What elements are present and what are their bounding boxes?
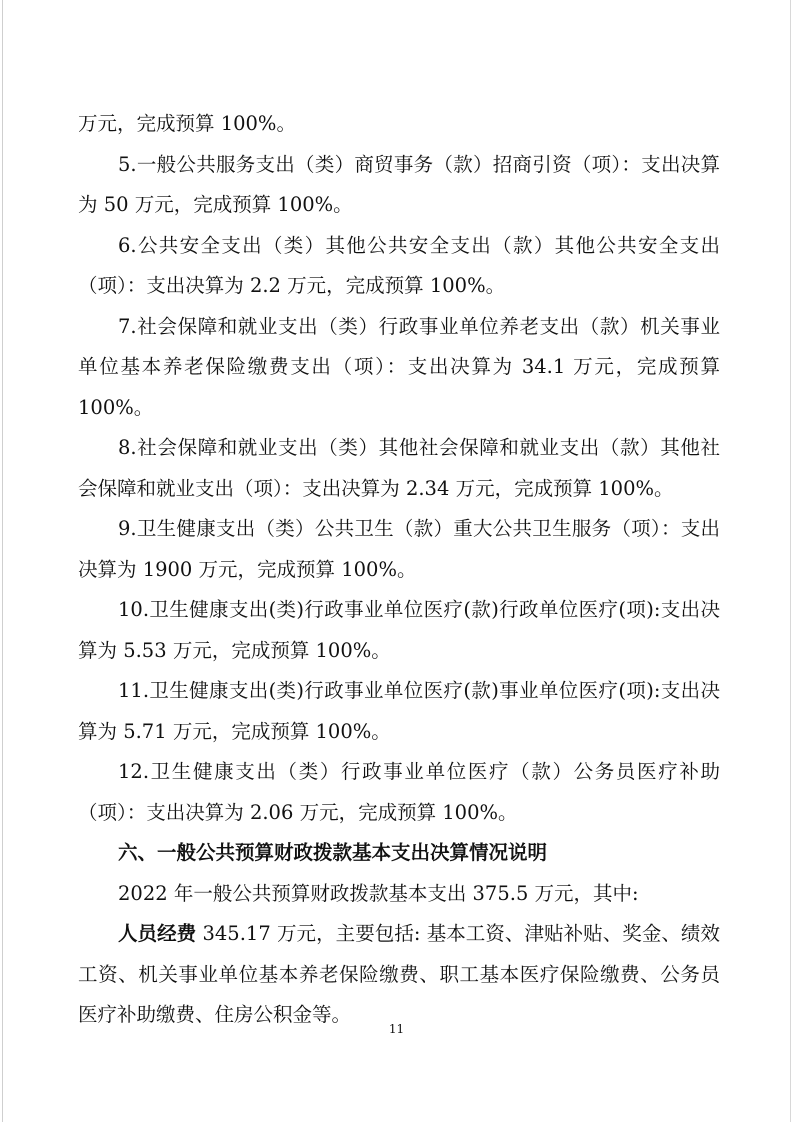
section-heading: 六、一般公共预算财政拨款基本支出决算情况说明: [118, 841, 548, 864]
page-border-right: [790, 0, 791, 1122]
summary-paragraph: 2022 年一般公共预算财政拨款基本支出 375.5 万元，其中:: [118, 881, 639, 905]
paragraph-item-6: 6.公共安全支出（类）其他公共安全支出（款）其他公共安全支出（项）：支出决算为 2.2 万元，完成预算 100%。: [78, 233, 720, 297]
personnel-text: 345.17 万元，主要包括: 基本工资、津贴补贴、奖金、绩效工资、机关事业单位基本养老保险缴费、职工基本医疗保险缴费、公务员医疗补助缴费、住房公积金等。: [78, 922, 720, 1026]
document-body: [78, 104, 720, 1036]
paragraph-continued: 万元，完成预算 100%。: [78, 112, 296, 135]
paragraph-item-8: 8.社会保障和就业支出（类）其他社会保障和就业支出（款）其他社会保障和就业支出（项）：支出决算为 2.34 万元，完成预算 100%。: [78, 436, 720, 500]
page-number: 11: [388, 1022, 405, 1036]
paragraph-item-7: 7.社会保障和就业支出（类）行政事业单位养老支出（款）机关事业单位基本养老保险缴费支出（项）：支出决算为 34.1 万元，完成预算 100%。: [78, 314, 720, 419]
paragraph-item-10: 10.卫生健康支出(类)行政事业单位医疗(款)行政单位医疗(项):支出决算为 5.53 万元，完成预算 100%。: [78, 598, 720, 662]
paragraph-item-12: 12.卫生健康支出（类）行政事业单位医疗（款）公务员医疗补助（项）：支出决算为 2.06 万元，完成预算 100%。: [78, 760, 720, 824]
personnel-paragraph: [78, 914, 720, 1036]
personnel-label: 人员经费: [118, 922, 197, 945]
paragraph-item-11: 11.卫生健康支出(类)行政事业单位医疗(款)事业单位医疗(项):支出决算为 5.71 万元，完成预算 100%。: [78, 679, 720, 743]
paragraph-item-9: 9.卫生健康支出（类）公共卫生（款）重大公共卫生服务（项）：支出决算为 1900 万元，完成预算 100%。: [78, 517, 720, 581]
page-border-left: [2, 0, 3, 1122]
paragraph-item-5: 5.一般公共服务支出（类）商贸事务（款）招商引资（项）：支出决算为 50 万元，完成预算 100%。: [78, 152, 720, 216]
